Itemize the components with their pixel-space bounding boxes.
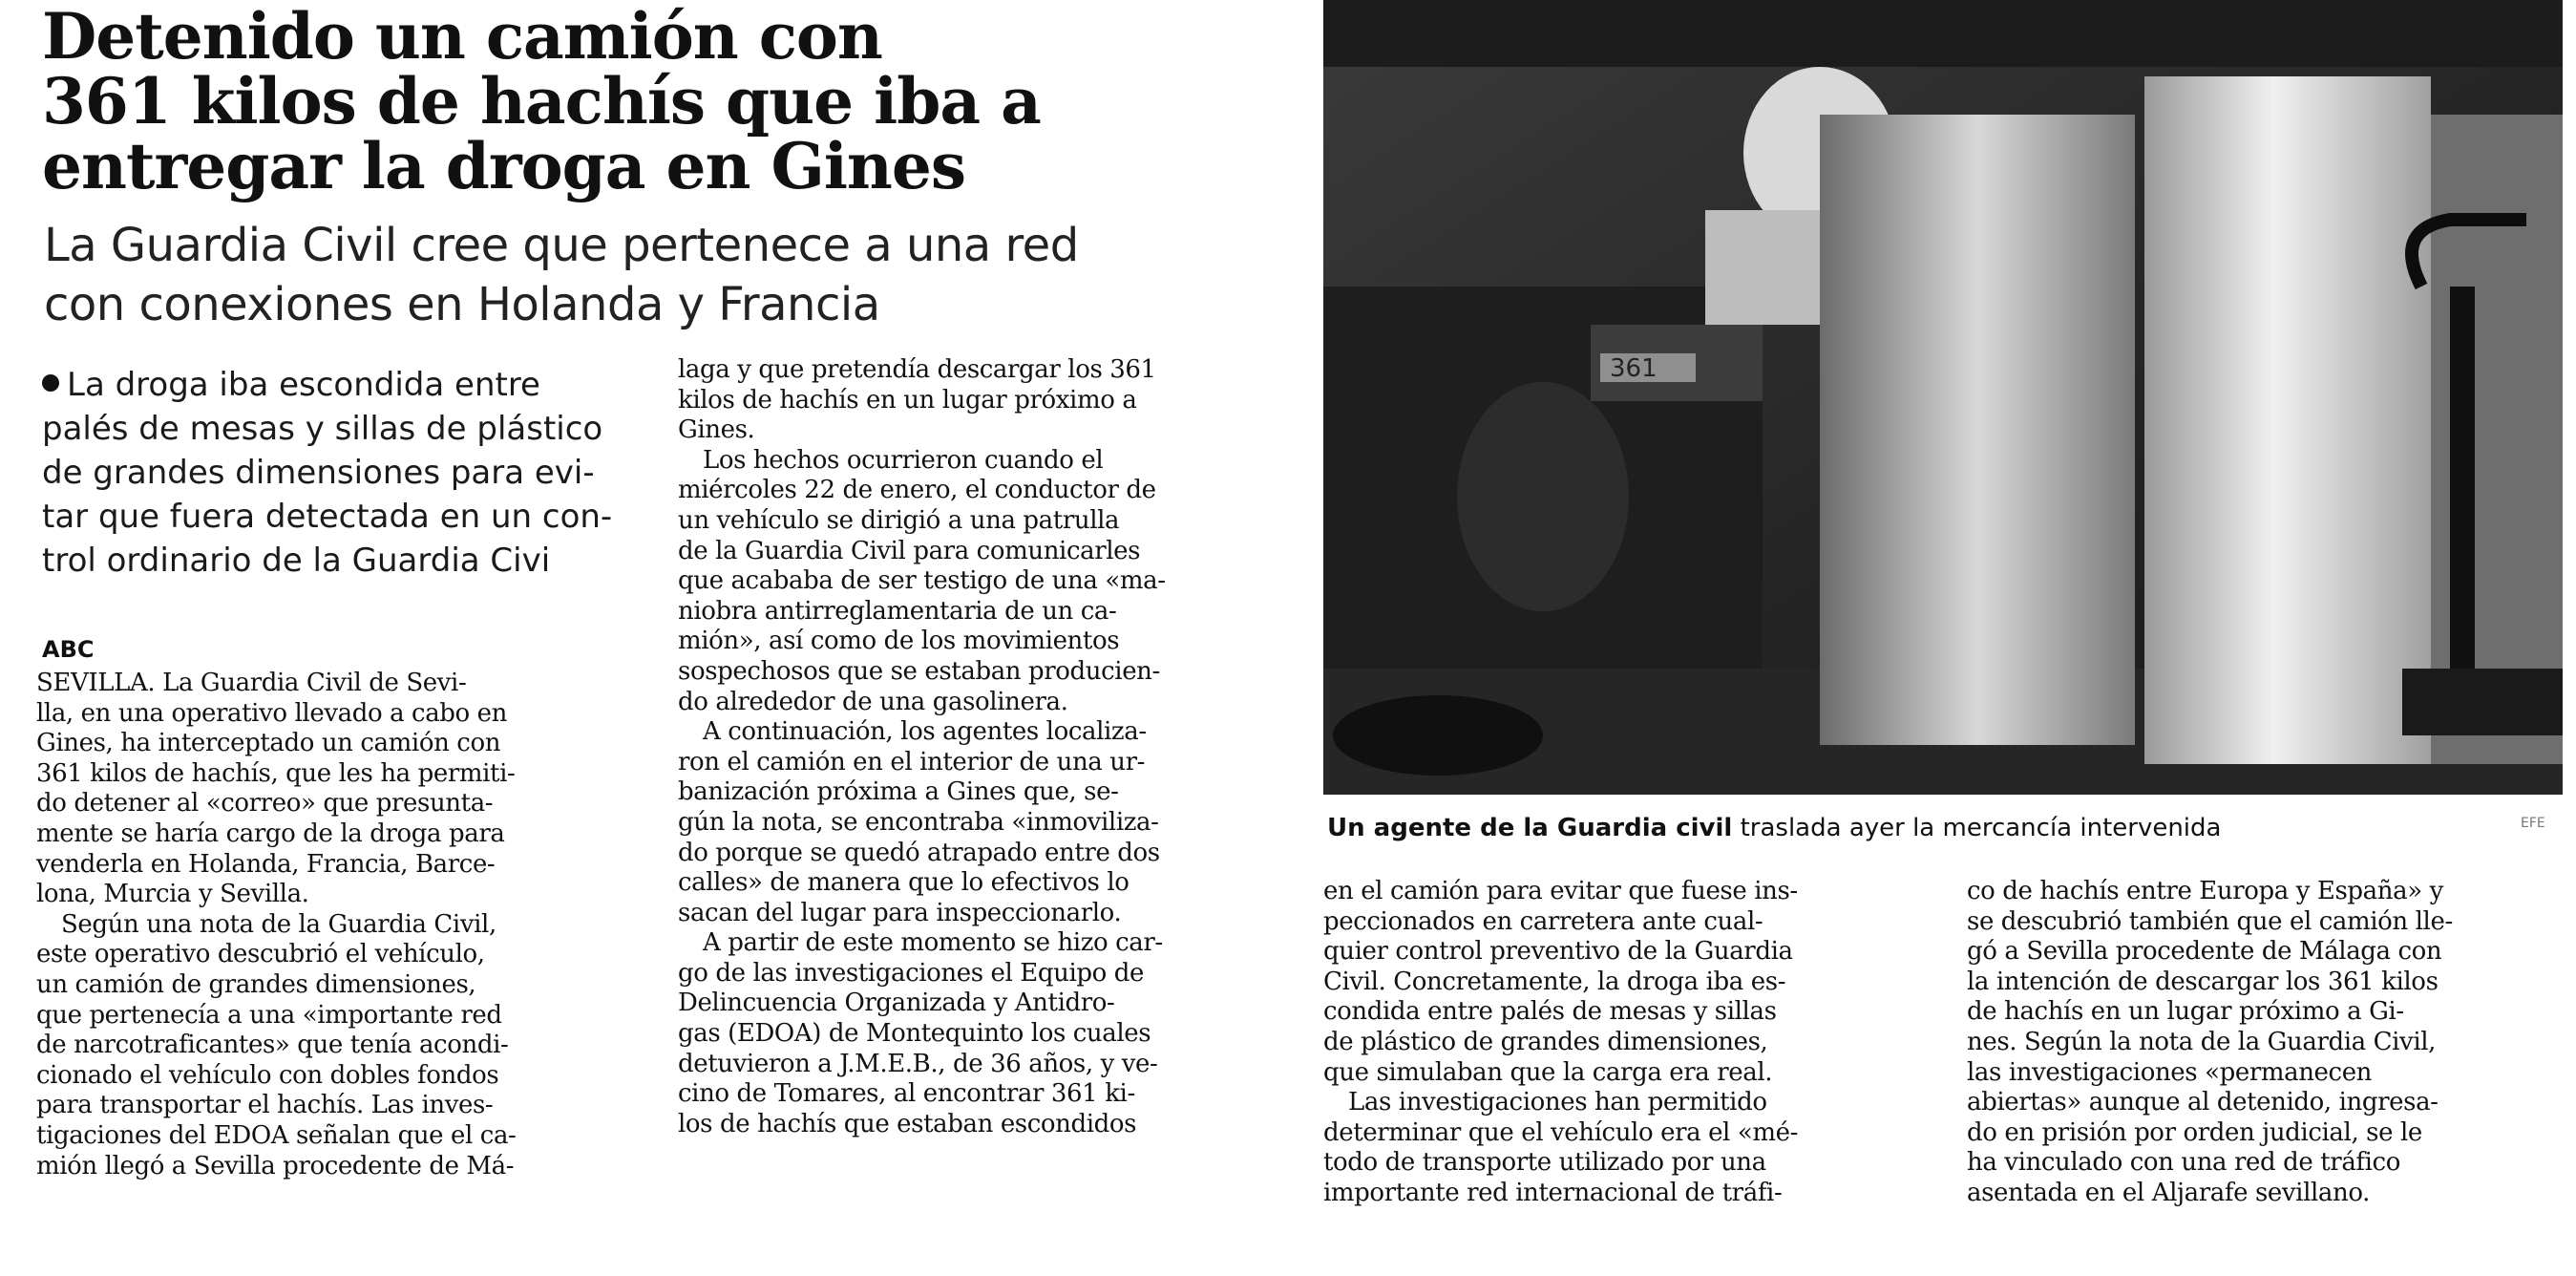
article-line: go de las investigaciones el Equipo de — [678, 958, 1144, 988]
article-line: sospechosos que se estaban producien- — [678, 656, 1160, 686]
article-line: que pertenecía a una «importante red — [36, 1000, 502, 1030]
article-line: SEVILLA. La Guardia Civil de Sevi- — [36, 669, 467, 697]
article-line: tigaciones del EDOA señalan que el ca- — [36, 1120, 517, 1150]
article-line: niobra antirreglamentaria de un ca- — [678, 596, 1117, 626]
article-line: Gines. — [678, 415, 755, 445]
article-line: Las investigaciones han permitido — [1348, 1088, 1767, 1117]
article-line: gún la nota, se encontraba «inmoviliza- — [678, 807, 1159, 837]
lede-line: de grandes dimensiones para evi- — [42, 454, 595, 492]
article-line: mente se haría cargo de la droga para — [36, 819, 505, 848]
photo-caption — [1327, 814, 2568, 842]
article-line: los de hachís que estaban escondidos — [678, 1109, 1137, 1138]
article-line: lona, Murcia y Sevilla. — [36, 880, 309, 909]
article-line: do en prisión por orden judicial, se le — [1967, 1117, 2422, 1147]
article-column-4 — [1967, 877, 2568, 1209]
article-line: co de hachís entre Europa y España» y — [1967, 877, 2443, 905]
article-line: venderla en Holanda, Francia, Barce- — [36, 849, 496, 879]
article-line: Delincuencia Organizada y Antidro- — [678, 989, 1115, 1018]
article-line: quier control preventivo de la Guardia — [1323, 937, 1793, 967]
subheadline-line: con conexiones en Holanda y Francia — [44, 278, 880, 331]
article-line: abiertas» aunque al detenido, ingresa- — [1967, 1088, 2439, 1117]
article-line: do detener al «correo» que presunta- — [36, 789, 494, 819]
caption-text: traslada ayer la mercancía intervenida — [1732, 814, 2222, 842]
article-line: sacan del lugar para inspeccionarlo. — [678, 898, 1122, 927]
subheadline — [44, 216, 1304, 334]
article-line: do alrededor de una gasolinera. — [678, 687, 1068, 716]
article-line: este operativo descubrió el vehículo, — [36, 940, 485, 969]
article-line: condida entre palés de mesas y sillas — [1323, 997, 1777, 1027]
bullet-icon — [42, 374, 59, 392]
headline-line: 361 kilos de hachís que iba a — [42, 64, 1041, 138]
article-line: asentada en el Aljarafe sevillano. — [1967, 1178, 2371, 1207]
article-line: de hachís en un lugar próximo a Gi- — [1967, 997, 2404, 1027]
article-line: peccionados en carretera ante cual- — [1323, 906, 1763, 936]
article-column-1 — [36, 669, 628, 1181]
lede-line: La droga iba escondida entre — [42, 363, 634, 407]
article-line: de narcotraficantes» que tenía acondi- — [36, 1031, 509, 1060]
headline — [42, 0, 1245, 203]
photo-image — [1323, 0, 2563, 795]
article-line: de la Guardia Civil para comunicarles — [678, 536, 1141, 565]
article-line: 361 kilos de hachís, que les ha permiti- — [36, 758, 516, 788]
article-line: nes. Según la nota de la Guardia Civil, — [1967, 1027, 2437, 1056]
article-line: que simulaban que la carga era real. — [1323, 1057, 1773, 1087]
article-column-3 — [1323, 877, 1925, 1209]
truck-marking: 361 — [1610, 354, 1658, 383]
article-line: mión llegó a Sevilla procedente de Má- — [36, 1151, 515, 1180]
article-line: Civil. Concretamente, la droga iba es- — [1323, 967, 1786, 996]
article-line: las investigaciones «permanecen — [1967, 1057, 2373, 1087]
article-line: A partir de este momento se hizo car- — [703, 928, 1163, 958]
lede-line: tar que fuera detectada en un con- — [42, 498, 613, 536]
article-line: ha vinculado con una red de tráfico — [1967, 1148, 2400, 1178]
news-photo — [1323, 0, 2563, 795]
article-line: do porque se quedó atrapado entre dos — [678, 838, 1160, 867]
article-line: cino de Tomares, al encontrar 361 ki- — [678, 1079, 1135, 1109]
article-line: ron el camión en el interior de una ur- — [678, 747, 1146, 776]
subheadline-line: La Guardia Civil cree que pertenece a una red — [44, 219, 1079, 272]
article-line: banización próxima a Gines que, se- — [678, 777, 1119, 807]
article-column-2 — [678, 355, 1279, 1139]
article-line: lla, en una operativo llevado a cabo en — [36, 698, 507, 728]
article-line: para transportar el hachís. Las inves- — [36, 1091, 494, 1120]
article-line: detuvieron a J.M.E.B., de 36 años, y ve- — [678, 1049, 1158, 1078]
article-line: en el camión para evitar que fuese ins- — [1323, 877, 1798, 905]
article-line: Gines, ha interceptado un camión con — [36, 729, 501, 758]
article-line: todo de transporte utilizado por una — [1323, 1148, 1766, 1178]
article-line: se descubrió también que el camión lle- — [1967, 906, 2453, 936]
article-line: A continuación, los agentes localiza- — [703, 717, 1147, 747]
caption-bold: Un agente de la Guardia civil — [1327, 814, 1733, 842]
article-line: Los hechos ocurrieron cuando el — [703, 445, 1104, 475]
article-line: un camión de grandes dimensiones, — [36, 969, 476, 999]
byline: ABC — [42, 636, 95, 663]
article-line: calles» de manera que lo efectivos lo — [678, 868, 1130, 898]
article-line: gas (EDOA) de Montequinto los cuales — [678, 1019, 1151, 1049]
article-line: la intención de descargar los 361 kilos — [1967, 967, 2439, 996]
article-line: gó a Sevilla procedente de Málaga con — [1967, 937, 2442, 967]
article-line: mión», así como de los movimientos — [678, 627, 1120, 656]
article-line: un vehículo se dirigió a una patrulla — [678, 505, 1120, 535]
headline-line: Detenido un camión con — [42, 0, 882, 74]
headline-line: entregar la droga en Gines — [42, 129, 966, 203]
article-line: kilos de hachís en un lugar próximo a — [678, 385, 1137, 415]
photo-credit: EFE — [2521, 816, 2545, 831]
lede-line: trol ordinario de la Guardia Civi — [42, 542, 551, 580]
article-line: importante red internacional de tráfi- — [1323, 1178, 1783, 1207]
article-line: cionado el vehículo con dobles fondos — [36, 1060, 499, 1090]
lede-line: palés de mesas y sillas de plástico — [42, 410, 603, 448]
article-line: determinar que el vehículo era el «mé- — [1323, 1117, 1798, 1147]
lede-summary — [42, 363, 634, 583]
article-line: miércoles 22 de enero, el conductor de — [678, 476, 1156, 505]
article-line: de plástico de grandes dimensiones, — [1323, 1027, 1768, 1056]
article-line: que acababa de ser testigo de una «ma- — [678, 566, 1166, 596]
article-line: Según una nota de la Guardia Civil, — [61, 909, 496, 939]
article-line: laga y que pretendía descargar los 361 — [678, 355, 1156, 384]
